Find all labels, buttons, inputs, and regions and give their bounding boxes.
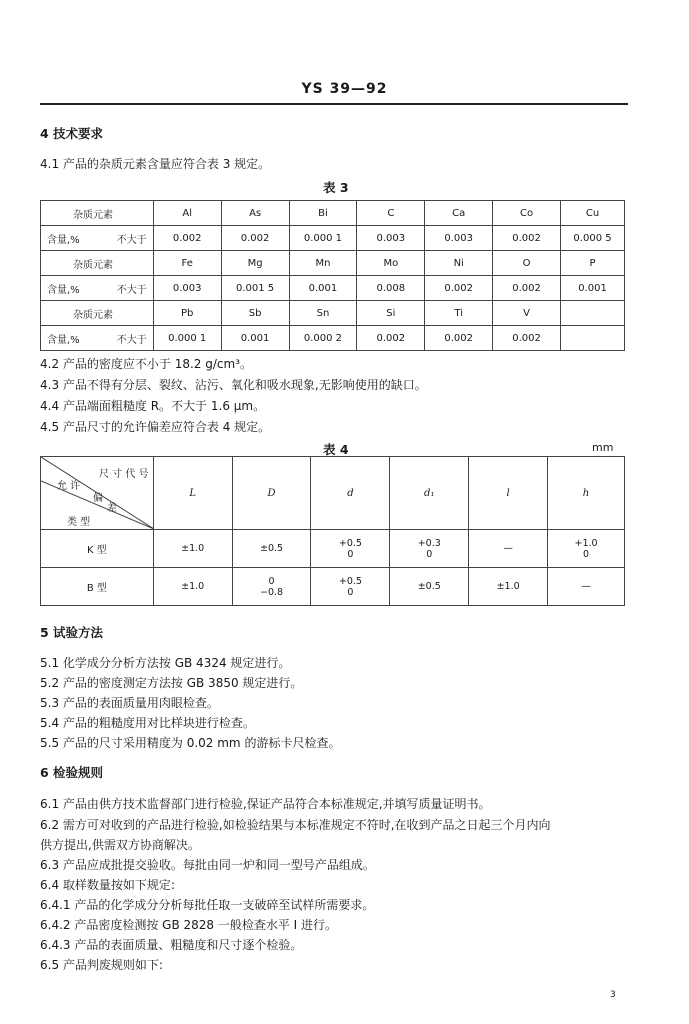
tolerance-cell: +1.0 0: [548, 530, 625, 568]
table-row: [41, 568, 625, 606]
clause-5-1: 5.1 化学成分分析方法按 GB 4324 规定进行。: [40, 656, 291, 670]
tolerance-cell: +0.5 0: [311, 568, 390, 606]
element-cell: Ni: [425, 251, 493, 276]
table-3-caption: 表 3: [323, 180, 349, 195]
value-cell: 0.003: [357, 226, 425, 251]
clause-4-4: 4.4 产品端面粗糙度 R。不大于 1.6 μm。: [40, 399, 266, 413]
value-cell: 0.002: [425, 326, 493, 351]
element-cell: As: [221, 201, 289, 226]
element-cell: Ca: [425, 201, 493, 226]
section-5-title: 5 试验方法: [40, 625, 104, 640]
content-label: 含量,% 不大于: [41, 276, 154, 301]
value-cell: 0.001: [221, 326, 289, 351]
clause-5-3: 5.3 产品的表面质量用肉眼检查。: [40, 696, 219, 710]
diag-label-dev1: 偏: [93, 493, 103, 504]
clause-6-3: 6.3 产品应成批提交验收。每批由同一炉和同一型号产品组成。: [40, 858, 375, 872]
clause-6-5: 6.5 产品判废规则如下:: [40, 958, 163, 972]
element-cell: Pb: [153, 301, 221, 326]
element-cell: Mg: [221, 251, 289, 276]
table-row: [41, 251, 625, 276]
tolerance-cell: ±1.0: [153, 568, 232, 606]
tolerance-cell: +0.5 0: [311, 530, 390, 568]
value-cell: 0.002: [425, 276, 493, 301]
value-cell: 0.000 2: [289, 326, 357, 351]
table-3-impurity: [40, 200, 625, 351]
tolerance-cell: ±1.0: [153, 530, 232, 568]
clause-6-4-2: 6.4.2 产品密度检测按 GB 2828 一般检查水平 I 进行。: [40, 918, 338, 932]
tolerance-cell: +0.3 0: [390, 530, 469, 568]
diag-label-type: 类 型: [67, 517, 91, 528]
value-cell: 0.008: [357, 276, 425, 301]
value-cell: 0.000 5: [561, 226, 625, 251]
tolerance-cell: ±0.5: [390, 568, 469, 606]
value-cell: [561, 326, 625, 351]
value-cell: 0.001: [289, 276, 357, 301]
value-cell: 0.002: [493, 326, 561, 351]
diag-label-dev2: 差: [107, 503, 117, 514]
element-cell: Mn: [289, 251, 357, 276]
value-cell: 0.002: [153, 226, 221, 251]
tolerance-cell: —: [548, 568, 625, 606]
value-cell: 0.003: [425, 226, 493, 251]
value-cell: 0.003: [153, 276, 221, 301]
value-cell: 0.000 1: [153, 326, 221, 351]
impurity-label: 杂质元素: [41, 201, 154, 226]
clause-4-1: 4.1 产品的杂质元素含量应符合表 3 规定。: [40, 157, 271, 171]
clause-4-3: 4.3 产品不得有分层、裂纹、沾污、氧化和吸水现象,无影响使用的缺口。: [40, 378, 427, 392]
element-cell: Cu: [561, 201, 625, 226]
tolerance-cell: —: [469, 530, 548, 568]
element-cell: Bi: [289, 201, 357, 226]
element-cell: C: [357, 201, 425, 226]
table-row: [41, 457, 625, 530]
column-header: L: [153, 457, 232, 530]
element-cell: Sn: [289, 301, 357, 326]
standard-code-header: YS 39—92: [301, 81, 388, 97]
table-4-caption: 表 4: [323, 442, 349, 457]
value-cell: 0.001 5: [221, 276, 289, 301]
clause-6-2-cont: 供方提出,供需双方协商解决。: [40, 838, 200, 852]
clause-5-2: 5.2 产品的密度测定方法按 GB 3850 规定进行。: [40, 676, 303, 690]
diag-label-size-code: 尺 寸 代 号: [99, 469, 149, 480]
table-row: [41, 226, 625, 251]
page-number: 3: [610, 990, 616, 1000]
element-cell: O: [493, 251, 561, 276]
element-cell: Ti: [425, 301, 493, 326]
clause-5-5: 5.5 产品的尺寸采用精度为 0.02 mm 的游标卡尺检查。: [40, 736, 341, 750]
column-header: d: [311, 457, 390, 530]
element-cell: Al: [153, 201, 221, 226]
value-cell: 0.002: [493, 226, 561, 251]
element-cell: P: [561, 251, 625, 276]
element-cell: [561, 301, 625, 326]
content-label: 含量,% 不大于: [41, 226, 154, 251]
column-header: d₁: [390, 457, 469, 530]
table-row: [41, 276, 625, 301]
header-rule: [40, 103, 628, 105]
section-6-title: 6 检验规则: [40, 765, 104, 780]
impurity-label: 杂质元素: [41, 301, 154, 326]
element-cell: Sb: [221, 301, 289, 326]
clause-6-4-3: 6.4.3 产品的表面质量、粗糙度和尺寸逐个检验。: [40, 938, 303, 952]
element-cell: Mo: [357, 251, 425, 276]
value-cell: 0.002: [357, 326, 425, 351]
table-4-tolerance: [40, 456, 625, 606]
element-cell: Co: [493, 201, 561, 226]
column-header: D: [232, 457, 311, 530]
value-cell: 0.000 1: [289, 226, 357, 251]
tolerance-cell: 0 −0.8: [232, 568, 311, 606]
diag-label-allow: 允 许: [57, 481, 81, 492]
table-row: [41, 530, 625, 568]
element-cell: Si: [357, 301, 425, 326]
type-label: B 型: [41, 568, 154, 606]
clause-5-4: 5.4 产品的粗糙度用对比样块进行检查。: [40, 716, 255, 730]
table-row: [41, 201, 625, 226]
impurity-label: 杂质元素: [41, 251, 154, 276]
value-cell: 0.002: [221, 226, 289, 251]
type-label: K 型: [41, 530, 154, 568]
column-header: l: [469, 457, 548, 530]
element-cell: Fe: [153, 251, 221, 276]
table-row: [41, 301, 625, 326]
content-label: 含量,% 不大于: [41, 326, 154, 351]
clause-4-5: 4.5 产品尺寸的允许偏差应符合表 4 规定。: [40, 420, 271, 434]
diagonal-header-cell: [41, 457, 154, 530]
section-4-title: 4 技术要求: [40, 126, 104, 141]
column-header: h: [548, 457, 625, 530]
clause-6-4-1: 6.4.1 产品的化学成分分析每批任取一支破碎至试样所需要求。: [40, 898, 375, 912]
element-cell: V: [493, 301, 561, 326]
value-cell: 0.002: [493, 276, 561, 301]
clause-6-1: 6.1 产品由供方技术监督部门进行检验,保证产品符合本标准规定,并填写质量证明书。: [40, 797, 491, 811]
table-row: [41, 326, 625, 351]
table-4-unit: mm: [592, 441, 614, 454]
tolerance-cell: ±0.5: [232, 530, 311, 568]
tolerance-cell: ±1.0: [469, 568, 548, 606]
clause-6-2: 6.2 需方可对收到的产品进行检验,如检验结果与本标准规定不符时,在收到产品之日起三个月内向: [40, 818, 551, 832]
value-cell: 0.001: [561, 276, 625, 301]
clause-6-4: 6.4 取样数量按如下规定:: [40, 878, 175, 892]
clause-4-2: 4.2 产品的密度应不小于 18.2 g/cm³。: [40, 357, 253, 371]
